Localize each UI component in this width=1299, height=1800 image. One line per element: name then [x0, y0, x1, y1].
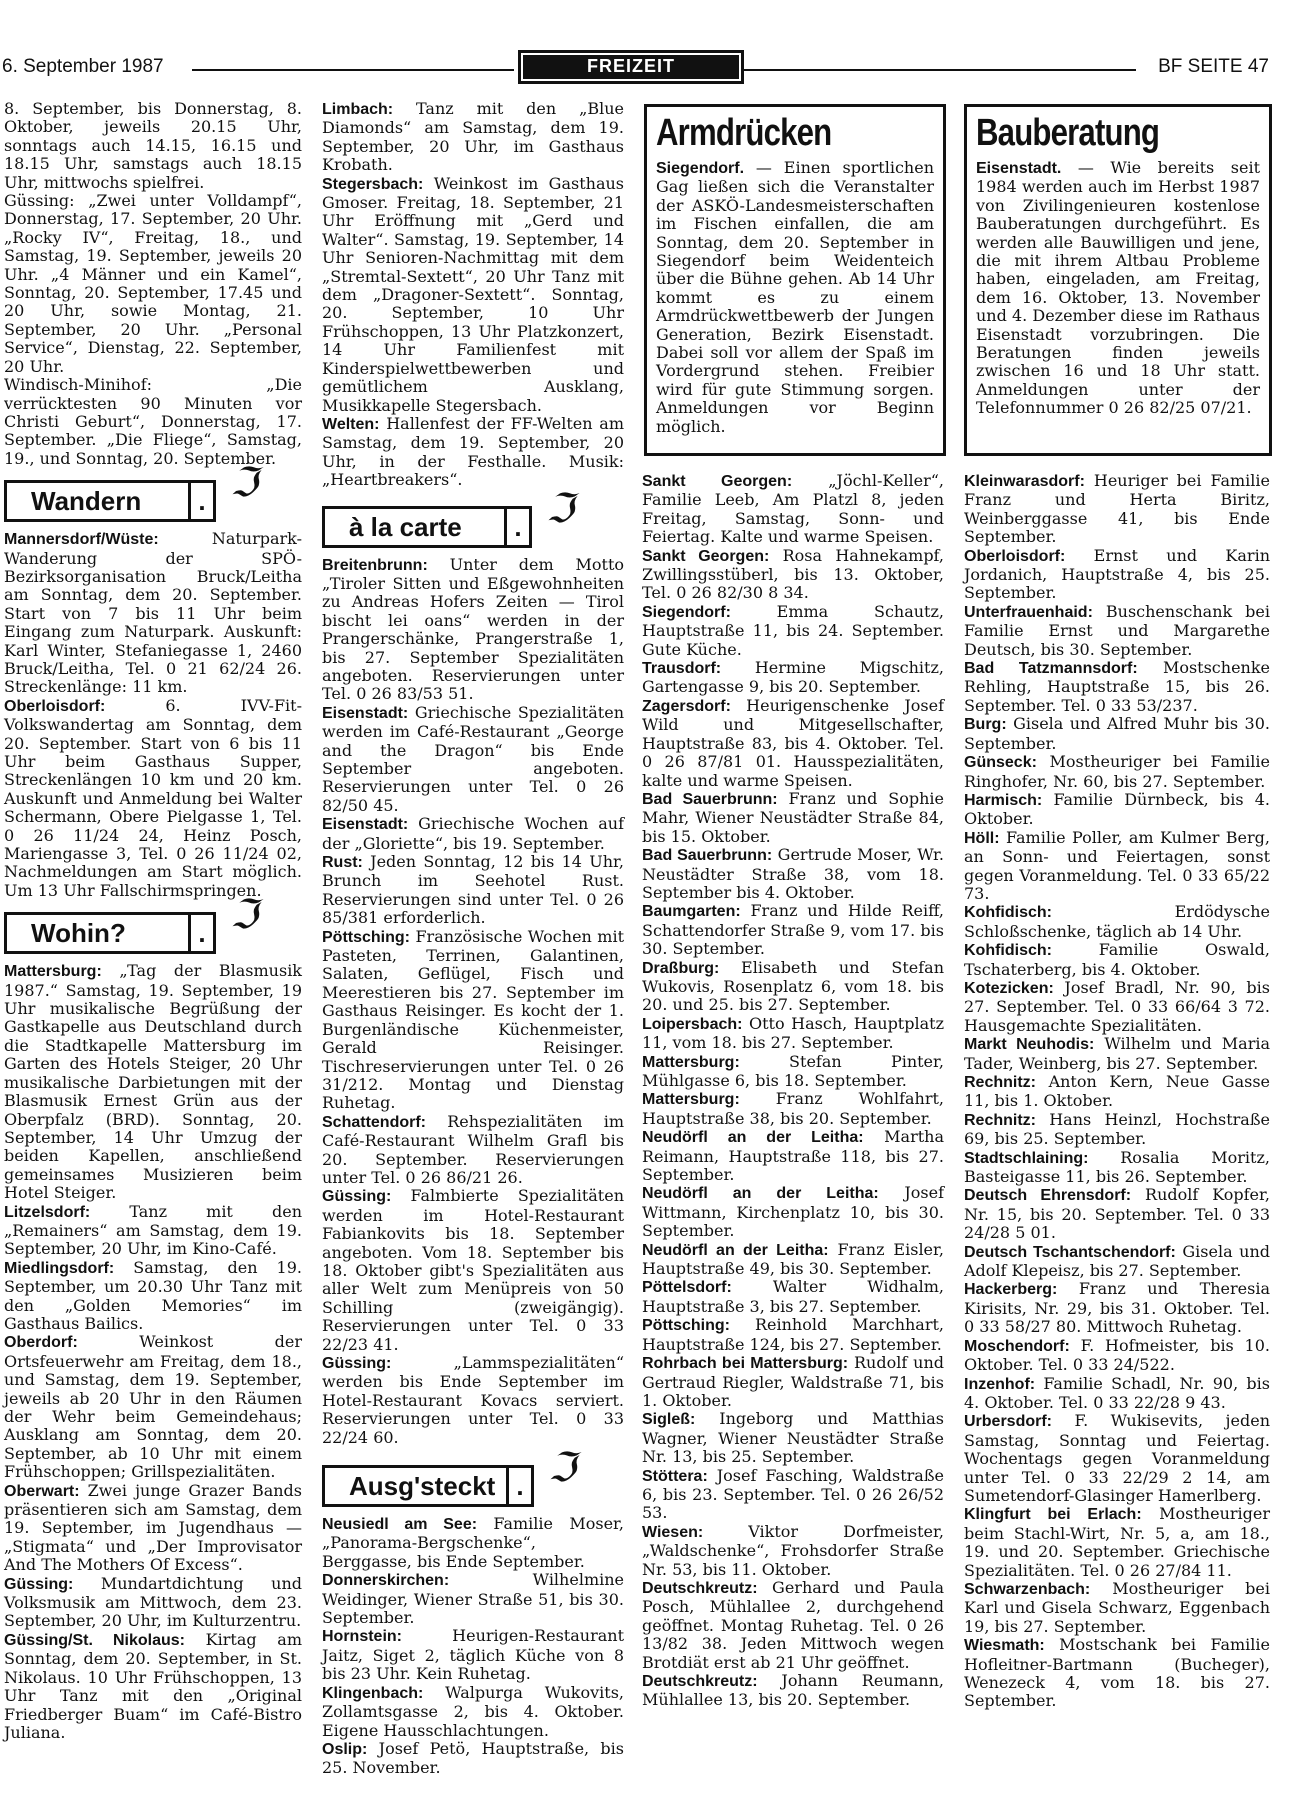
- listing-place: Pöttsching:: [642, 1317, 730, 1335]
- listing-paragraph: 8. September, bis Donnerstag, 8. Oktober, jeweils 20.15 Uhr, sonntags auch 14.15, 16.15 und 18.15 Uhr, samstags auch 18.15 Uhr, mittwochs spielfrei.: [4, 99, 302, 192]
- listing-place: Inzenhof:: [964, 1375, 1036, 1393]
- listing-text: Hermine Migschitz, Gartengasse 9, bis 20. September.: [642, 658, 944, 697]
- listing-place: Urbersdorf:: [964, 1413, 1053, 1431]
- listing-entry: [322, 853, 624, 928]
- listing-text: Gertrude Moser, Wr. Neustädter Straße 38, vom 18. September bis 4. Oktober.: [642, 845, 944, 902]
- listing-place: Oberdorf:: [4, 1334, 78, 1352]
- header-rule-left: [192, 69, 514, 71]
- listing-text: Mostheuriger bei Familie Ringhofer, Nr. 60, bis 27. September.: [964, 752, 1270, 791]
- listing-text: Familie Oswald, Tschaterberg, bis 4. Oktober.: [964, 940, 1270, 979]
- listing-place: Kohfidisch:: [964, 904, 1052, 922]
- listing-place: Sankt Georgen:: [642, 473, 793, 490]
- listing-entry: [322, 415, 624, 490]
- listing-text: Josef Wittmann, Kirchenplatz 10, bis 30. September.: [642, 1183, 945, 1241]
- listing-entry: [964, 547, 1270, 603]
- listing-entry: [642, 472, 944, 547]
- listing-text: Gisela und Alfred Muhr bis 30. September.: [964, 714, 1270, 753]
- listing-text: Familie Moser, „Panorama-Bergschenke“, Berggasse, bis Ende September.: [322, 1514, 625, 1571]
- listing-place: Mattersburg:: [642, 1091, 740, 1109]
- listing-text: Griechische Spezialitäten werden im Café-Restaurant „George and the Dragon“ bis Ende September angeboten. Reservierungen unter Tel. 0 26 82/50 45.: [322, 702, 624, 815]
- listing-place: Güssing:: [322, 1188, 392, 1206]
- listing-text: Zwei junge Grazer Bands präsentieren sich am Samstag, dem 19. September, im Jugendhaus — „Stigmata“ und „Der Improvisator And The Mothers Of Excess“.: [4, 1480, 302, 1575]
- listing-entry: [4, 1482, 302, 1575]
- article-armdruecken: [644, 104, 946, 456]
- article-armdruecken-title: Armdrücken: [656, 112, 832, 154]
- listing-place: Pöttsching:: [322, 928, 410, 946]
- rubric-dot-icon: .: [188, 912, 216, 954]
- listing-entry: [4, 530, 302, 697]
- listing-text: Gisela und Adolf Klepeisz, bis 27. September.: [964, 1241, 1270, 1281]
- listing-entry: [642, 1278, 944, 1316]
- listing-entry: [642, 1316, 944, 1354]
- listing-text: Johann Reumann, Mühlallee 13, bis 20. September.: [642, 1671, 944, 1710]
- listing-place: Günseck:: [964, 754, 1037, 772]
- listing-entry: [4, 1333, 302, 1481]
- listing-entry: [964, 829, 1270, 904]
- listing-place: Rust:: [322, 854, 363, 872]
- listing-entry: [642, 1090, 944, 1128]
- listing-text: Rudolf Kopfer, Nr. 15, bis 20. September. Tel. 0 33 24/28 5 01.: [964, 1185, 1270, 1243]
- listing-place: Eisenstadt:: [322, 816, 409, 834]
- pointer-glyph-icon: ℑ: [230, 460, 258, 507]
- listing-place: Güssing/St. Nikolaus:: [4, 1631, 185, 1649]
- listing-entry: [642, 1015, 944, 1053]
- article-text: — Wie bereits seit 1984 werden auch im Herbst 1987 von Zivilingenieuren kostenlose Bauberatungen durchgeführt. Es werden alle Bauwilligen und jene, die mit ihrem Altbau Probleme haben, eingeladen, am Freitag, dem 16. Oktober, 13. November und 4. Dezember diese im Rathaus Eisenstadt vorzubringen. Die Beratungen finden jeweils zwischen 16 und 18 Uhr statt. Anmeldungen unter der Telefonnummer 0 26 82/25 07/21.: [976, 158, 1260, 418]
- listing-place: Höll:: [964, 829, 1000, 847]
- listing-place: Bad Tatzmannsdorf:: [964, 660, 1138, 678]
- listing-place: Welten:: [322, 415, 380, 433]
- listing-entry: [964, 1375, 1270, 1413]
- listing-text: Französische Wochen mit Pasteten, Terrinen, Galantinen, Salaten, Geflügel, Fisch und Meerestieren bis 27. September im Gasthaus Reisinger. Es kocht der 1. Burgenländische Küchenmeister, Gerald Reisinger. Tischreservierungen unter Tel. 0 26 31/212. Montag und Dienstag Ruhetag.: [322, 926, 624, 1113]
- listing-entry: [4, 1575, 302, 1631]
- listing-place: Deutsch Tschantschendorf:: [964, 1243, 1176, 1261]
- listing-place: Güssing:: [4, 1575, 74, 1593]
- page-number: BF SEITE 47: [1158, 56, 1269, 77]
- listing-text: Griechische Wochen auf der „Gloriette“, bis 19. September.: [322, 814, 624, 853]
- listing-entry: [964, 1505, 1270, 1580]
- listing-place: Trausdorf:: [642, 660, 722, 678]
- header-rule-right: [744, 69, 1136, 71]
- listing-place: Rohrbach bei Mattersburg:: [642, 1355, 849, 1373]
- listing-text: Kirtag am Sonntag, dem 20. September, in St. Nikolaus. 10 Uhr Frühschoppen, 13 Uhr Tanz mit den „Original Friedberger Buam“ im Café-Bistro Juliana.: [4, 1629, 302, 1742]
- listing-text: Tanz mit den „Remainers“ am Samstag, dem 19. September, 20 Uhr, im Kino-Café.: [4, 1201, 302, 1259]
- listing-text: Heuriger bei Familie Franz und Herta Biritz, Weinberggasse 41, bis Ende September.: [964, 471, 1270, 547]
- listing-place: Stadtschlaining:: [964, 1149, 1089, 1167]
- article-bauberatung: [964, 104, 1272, 456]
- listing-text: Hallenfest der FF-Welten am Samstag, dem 19. September, 20 Uhr, in der Festhalle. Musik: „Heartbreakers“.: [322, 413, 624, 490]
- listing-entry: [964, 1243, 1270, 1281]
- listing-place: Sankt Georgen:: [642, 547, 770, 565]
- listing-place: Burg:: [964, 716, 1007, 734]
- listing-entry: [642, 846, 944, 902]
- listing-place: Zagersdorf:: [642, 697, 731, 715]
- listing-text: Falmbierte Spezialitäten werden im Hotel-Restaurant Fabiankovits bis 18. September angeboten. Vom 18. September bis 18. Oktober gibt's Spezialitäten aus aller Welt zum Menüpreis von 50 Schilling (zweigängig). Reservierungen unter Tel. 0 33 22/23 41.: [322, 1186, 624, 1354]
- listing-entry: [642, 1523, 944, 1579]
- listing-entry: [642, 1467, 944, 1523]
- listing-place: Markt Neuhodis:: [964, 1036, 1095, 1054]
- column-4: [964, 472, 1270, 1711]
- listing-text: Familie Poller, am Kulmer Berg, an Sonn- und Feiertagen, sonst gegen Voranmeldung. Tel. 0 33 65/22 73.: [964, 827, 1270, 903]
- listing-text: Heurigen-Restaurant Jaitz, Siget 2, täglich Küche von 8 bis 23 Uhr. Kein Ruhetag.: [322, 1626, 624, 1684]
- listing-entry: [964, 472, 1270, 547]
- listing-place: Breitenbrunn:: [322, 556, 428, 574]
- listing-text: Rosa Hahnekampf, Zwillingsstüberl, bis 13. Oktober, Tel. 0 26 82/30 8 34.: [642, 545, 944, 603]
- listing-text: Weinkost im Gasthaus Gmoser. Freitag, 18. September, 21 Uhr Eröffnung mit „Gerd und Walter“. Samstag, 19. September, 14 Uhr Senioren-Nachmittag mit dem „Stremtal-Sextett“, 20 Uhr Tanz mit dem „Dragoner-Sextett“. Sonntag, 20. September, 10 Uhr Frühschoppen, 13 Uhr Platzkonzert, 14 Uhr Familienfest mit Kinderspielwettbewerben und gemütlichem Ausklang, Musikkapelle Stegersbach.: [322, 173, 624, 415]
- listing-entry: [642, 697, 944, 790]
- listing-entry: [964, 1035, 1270, 1073]
- rubric-ausgsteckt: [322, 1445, 624, 1505]
- pointer-glyph-icon: ℑ: [546, 485, 574, 532]
- listing-text: Franz und Hilde Reiff, Schattendorfer Straße 9, vom 17. bis 30. September.: [642, 901, 944, 959]
- listing-text: Walpurga Wukovits, Zollamtsgasse 2, bis 4. Oktober. Eigene Hausschlachtungen.: [322, 1682, 624, 1740]
- listing-entry: [322, 1740, 624, 1778]
- listing-text: Josef Bradl, Nr. 90, bis 27. September. Tel. 0 33 66/64 3 72. Hausgemachte Spezialitäten.: [964, 977, 1270, 1035]
- rubric-a-la-carte-title: à la carte: [322, 506, 507, 548]
- column-1: [4, 100, 302, 1742]
- listing-place: Draßburg:: [642, 959, 720, 977]
- listing-place: Miedlingsdorf:: [4, 1259, 115, 1277]
- section-title: FREIZEIT: [518, 50, 744, 84]
- listing-text: 6. IVV-Fit-Volkswandertag am Sonntag, dem 20. September. Start von 6 bis 11 Uhr beim Gasthaus Supper, Streckenlängen 10 km und 20 km. Auskunft und Anmeldung bei Walter Schermann, Obere Pielgasse 1, Tel. 0 26 11/24 24, Heinz Posch, Mariengasse 3, Tel. 0 26 11/24 02, Nachmeldungen am Start möglich. Um 13 Uhr Fallschirmspringen.: [4, 695, 302, 900]
- listing-place: Bad Sauerbrunn:: [642, 847, 773, 865]
- rubric-wandern-title: Wandern: [4, 480, 191, 522]
- listing-place: Rechnitz:: [964, 1074, 1036, 1091]
- listing-place: Hackerberg:: [964, 1281, 1058, 1299]
- listing-text: Franz und Theresia Kirisits, Nr. 29, bis 31. Oktober. Tel. 0 33 58/27 80. Mittwoch Ruhetag.: [964, 1279, 1270, 1337]
- listing-text: Familie Dürnbeck, bis 4. Oktober.: [964, 789, 1270, 829]
- listing-entry: [322, 1515, 624, 1571]
- listing-place: Unterfrauenhaid:: [964, 603, 1093, 621]
- rubric-ausgsteckt-title: Ausg'steckt: [322, 1465, 509, 1507]
- listing-entry: [964, 1280, 1270, 1336]
- listing-text: Jeden Sonntag, 12 bis 14 Uhr, Brunch im Seehotel Rust. Reservierungen sind unter Tel. 0 26 85/381 erforderlich.: [322, 852, 624, 928]
- listing-place: Klingenbach:: [322, 1684, 424, 1702]
- listing-place: Baumgarten:: [642, 903, 741, 921]
- listing-entry: [964, 1149, 1270, 1187]
- listing-place: Stegersbach:: [322, 175, 424, 193]
- listing-entry: [322, 1627, 624, 1683]
- listing-text: Erdödysche Schloßschenke, täglich ab 14 Uhr.: [964, 902, 1270, 941]
- listing-text: Ernst und Karin Jordanich, Hauptstraße 4, bis 25. September.: [964, 545, 1270, 603]
- listing-place: Oberloisdorf:: [4, 697, 106, 715]
- listing-place: Sigleß:: [642, 1411, 696, 1429]
- listing-text: Weinkost der Ortsfeuerwehr am Freitag, dem 18., und Samstag, dem 19. September, jeweils ab 20 Uhr in den Räumen der Wehr beim Gemeindehaus; Ausklang am Sonntag, dem 20. September, ab 10 Uhr mit einem Frühschoppen; Grillspezialitäten.: [4, 1332, 302, 1482]
- listing-text: Naturpark-Wanderung der SPÖ-Bezirksorganisation Bruck/Leitha am Sonntag, dem 20. September. Start von 7 bis 11 Uhr beim Eingang zum Naturpark. Auskunft: Karl Winter, Stefaniegasse 1, 2460 Bruck/Leitha, Tel. 0 21 62/24 26. Streckenlänge: 11 km.: [4, 529, 302, 697]
- listing-text: „Lammspezialitäten“ werden bis Ende September im Hotel-Restaurant Kovacs serviert. Reservierungen unter Tel. 0 33 22/24 60.: [322, 1353, 624, 1447]
- listing-place: Moschendorf:: [964, 1337, 1070, 1355]
- listing-place: Rechnitz:: [964, 1111, 1036, 1129]
- listing-text: Stefan Pinter, Mühlgasse 6, bis 18. September.: [642, 1051, 944, 1090]
- page-header: [0, 50, 1299, 84]
- listing-text: Rehspezialitäten im Café-Restaurant Wilhelm Grafl bis 20. September. Reservierungen unter Tel. 0 26 86/21 26.: [322, 1111, 624, 1187]
- listing-entry: [964, 941, 1270, 979]
- article-armdruecken-body: [656, 159, 934, 436]
- listing-text: Gerhard und Paula Posch, Mühlallee 2, durchgehend geöffnet. Montag Ruhetag. Tel. 0 26 13/82 38. Jeden Mittwoch wegen Brotdiät erst ab 21 Uhr geöffnet.: [642, 1577, 944, 1672]
- listing-entry: [964, 715, 1270, 753]
- listing-place: Wiesen:: [642, 1523, 704, 1541]
- listing-text: Josef Petö, Hauptstraße, bis 25. November.: [322, 1738, 624, 1778]
- listing-entry: [642, 790, 944, 846]
- listing-entry: [642, 1672, 944, 1710]
- listing-place: Mannersdorf/Wüste:: [4, 531, 159, 549]
- listing-text: „Jöchl-Keller“, Familie Leeb, Am Platzl 8, jeden Freitag, Samstag, Sonn- und Feiertag. Kalte und warme Speisen.: [642, 471, 944, 547]
- listing-text: Samstag, den 19. September, um 20.30 Uhr Tanz mit den „Golden Memories“ im Gasthaus Bailics.: [4, 1257, 302, 1333]
- listing-place: Neudörfl an der Leitha:: [642, 1129, 864, 1147]
- listing-entry: [4, 1203, 302, 1259]
- listing-place: Schwarzenbach:: [964, 1580, 1091, 1598]
- listing-text: Mostheuriger beim Stachl-Wirt, Nr. 5, a, am 18., 19. und 20. September. Griechische Spezialitäten. Tel. 0 26 27/84 11.: [964, 1504, 1270, 1580]
- listing-entry: [322, 100, 624, 175]
- listing-entry: [642, 1410, 944, 1466]
- listing-place: Schattendorf:: [322, 1113, 426, 1131]
- article-place: Eisenstadt.: [976, 160, 1062, 177]
- listing-text: Unter dem Motto „Tiroler Sitten und Eßgewohnheiten zu Andreas Hofers Zeiten — Tirol bischt lei oans“ werden in der Prangerschänke, Prangerstraße 1, bis 27. September Spezialitäten angeboten. Reservierungen unter Tel. 0 26 83/53 51.: [322, 554, 624, 704]
- listing-text: Ingeborg und Matthias Wagner, Wiener Neustädter Straße Nr. 13, bis 25. September.: [642, 1409, 944, 1467]
- listing-entry: [4, 962, 302, 1202]
- listing-text: Rudolf und Gertraud Riegler, Waldstraße 71, bis 1. Oktober.: [642, 1353, 944, 1410]
- listing-entry: [964, 791, 1270, 829]
- pointer-glyph-icon: ℑ: [548, 1445, 576, 1492]
- listing-text: Familie Schadl, Nr. 90, bis 4. Oktober. Tel. 0 33 22/28 9 43.: [964, 1373, 1270, 1412]
- listing-entry: [642, 659, 944, 697]
- rubric-wohin: [4, 892, 302, 952]
- listing-entry: [642, 1128, 944, 1184]
- rubric-dot-icon: .: [504, 506, 532, 548]
- pointer-glyph-icon: ℑ: [230, 892, 258, 939]
- rubric-dot-icon: .: [506, 1465, 534, 1507]
- listing-entry: [322, 704, 624, 815]
- listing-entry: [642, 1354, 944, 1410]
- listing-entry: [322, 928, 624, 1113]
- listing-entry: [642, 1241, 944, 1279]
- article-text: — Einen sportlichen Gag ließen sich die Veranstalter der ASKÖ-Landesmeisterschaften im Fischen einfallen, die am Sonntag, dem 20. September in Siegendorf beim Weidenteich über die Bühne gehen. Ab 14 Uhr kommt es zu einem Armdrückwettbewerb der Jungen Generation, Bezirk Eisenstadt. Dabei soll vor allem der Spaß im Vordergrund stehen. Freibier wird für gute Stimmung sorgen. Anmeldungen vor Beginn möglich.: [656, 158, 934, 436]
- listing-text: Franz und Sophie Mahr, Wiener Neustädter Straße 84, bis 15. Oktober.: [642, 788, 944, 846]
- listing-place: Güssing:: [322, 1355, 392, 1372]
- listing-place: Stöttera:: [642, 1467, 708, 1485]
- listing-place: Siegendorf:: [642, 603, 731, 621]
- listing-place: Kleinwarasdorf:: [964, 473, 1085, 490]
- column-3: [642, 472, 944, 1710]
- listing-paragraph: Windisch-Minihof: „Die verrücktesten 90 Minuten vor Christi Geburt“, Donnerstag, 17. September. „Die Fliege“, Samstag, 19., und Sonntag, 20. September.: [4, 375, 302, 468]
- listing-entry: [642, 603, 944, 659]
- listing-entry: [964, 1580, 1270, 1636]
- listing-text: Franz Wohlfahrt, Hauptstraße 38, bis 20. September.: [642, 1089, 944, 1128]
- listing-place: Loipersbach:: [642, 1015, 743, 1033]
- listing-entry: [964, 1073, 1270, 1111]
- listing-entry: [642, 959, 944, 1015]
- listing-place: Oberwart:: [4, 1482, 80, 1500]
- listing-place: Limbach:: [322, 101, 394, 118]
- listing-text: Martha Reimann, Hauptstraße 118, bis 27. September.: [642, 1127, 944, 1185]
- listing-place: Bad Sauerbrunn:: [642, 790, 778, 808]
- listing-entry: [642, 547, 944, 603]
- listing-place: Harmisch:: [964, 791, 1043, 809]
- listing-place: Oberloisdorf:: [964, 547, 1066, 565]
- listing-text: F. Wukisevits, jeden Samstag, Sonntag und Feiertag. Wochentags gegen Voranmeldung unter Tel. 0 33 22/29 2 14, am Sumetendorf-Glasinger Hamerlberg.: [964, 1411, 1270, 1505]
- listing-entry: [322, 1113, 624, 1188]
- listing-entry: [964, 1186, 1270, 1242]
- listing-place: Hornstein:: [322, 1628, 402, 1646]
- listing-text: „Tag der Blasmusik 1987.“ Samstag, 19. September, 19 Uhr musikalische Begrüßung der Gastkapelle aus Deutschland durch die Stadtkapelle Mattersburg im Garten des Hotels Steiger, 20 Uhr musikalische Darbietungen mit der Blasmusik Ernest Grün aus der Oberpfalz (BRD). Sonntag, 20. September, 14 Uhr Umzug der beiden Kapellen, anschließend gemeinsames Musizieren beim Hotel Steiger.: [4, 961, 302, 1203]
- listing-entry: [4, 1631, 302, 1742]
- listing-place: Mattersburg:: [4, 963, 102, 981]
- listing-text: Anton Kern, Neue Gasse 11, bis 1. Oktober.: [964, 1072, 1270, 1111]
- listing-place: Eisenstadt:: [322, 704, 409, 722]
- listing-text: Rosalia Moritz, Basteigasse 11, bis 26. September.: [964, 1147, 1270, 1187]
- listing-entry: [964, 753, 1270, 791]
- listing-text: Mostschenke Rehling, Hauptstraße 15, bis 26. September. Tel. 0 33 53/237.: [964, 658, 1271, 715]
- listing-text: Emma Schautz, Hauptstraße 11, bis 24. September. Gute Küche.: [642, 601, 944, 659]
- listing-place: Litzelsdorf:: [4, 1203, 91, 1221]
- listing-entry: [4, 1259, 302, 1334]
- listing-text: Elisabeth und Stefan Wukovis, Rosenplatz 6, vom 18. bis 20. und 25. bis 27. September.: [642, 957, 944, 1015]
- listing-text: Wilhelm und Maria Tader, Weinberg, bis 27. September.: [964, 1034, 1271, 1073]
- listing-entry: [322, 175, 624, 415]
- rubric-wandern: [4, 460, 302, 520]
- listing-text: Heurigenschenke Josef Wild und Mitgesellschafter, Hauptstraße 83, bis 4. Oktober. Tel. 0 26 87/81 01. Hausspezialitäten, kalte und warme Speisen.: [642, 695, 944, 790]
- listing-place: Neusiedl am See:: [322, 1516, 478, 1534]
- article-bauberatung-body: [976, 159, 1260, 418]
- listing-entry: [642, 1184, 944, 1240]
- listing-text: Franz Eisler, Hauptstraße 49, bis 30. September.: [642, 1239, 945, 1279]
- listing-text: Hans Heinzl, Hochstraße 69, bis 25. September.: [964, 1109, 1270, 1149]
- listing-entry: [642, 1579, 944, 1672]
- listing-place: Wiesmath:: [964, 1637, 1045, 1655]
- listing-entry: [322, 1684, 624, 1740]
- listing-entry: [964, 979, 1270, 1035]
- article-bauberatung-title: Bauberatung: [976, 112, 1160, 154]
- listing-entry: [322, 815, 624, 853]
- listing-place: Deutsch Ehrensdorf:: [964, 1187, 1132, 1205]
- listing-text: Mostschank bei Familie Hofleitner-Bartmann (Bucheger), Wenezeck 4, vom 18. bis 27. September.: [964, 1635, 1270, 1711]
- listing-text: F. Hofmeister, bis 10. Oktober. Tel. 0 33 24/522.: [964, 1335, 1270, 1375]
- listing-entry: [322, 1571, 624, 1627]
- rubric-a-la-carte: [322, 485, 624, 546]
- listing-text: Walter Widhalm, Hauptstraße 3, bis 27. September.: [642, 1277, 944, 1316]
- listing-entry: [642, 902, 944, 958]
- listing-place: Kohfidisch:: [964, 942, 1052, 960]
- listing-place: Deutschkreutz:: [642, 1579, 758, 1597]
- listing-entry: [322, 556, 624, 704]
- issue-date: 6. September 1987: [2, 56, 164, 77]
- listing-entry: [964, 659, 1270, 715]
- listing-text: Wilhelmine Weidinger, Wiener Straße 51, bis 30. September.: [322, 1570, 624, 1628]
- listing-place: Oslip:: [322, 1740, 368, 1758]
- listing-place: Neudörfl an der Leitha:: [642, 1241, 829, 1259]
- listing-text: Otto Hasch, Hauptplatz 11, vom 18. bis 27. September.: [642, 1013, 944, 1053]
- article-place: Siegendorf.: [656, 160, 745, 177]
- listing-place: Kotezicken:: [964, 979, 1054, 997]
- listing-entry: [642, 1053, 944, 1091]
- column-2: [322, 100, 624, 1778]
- listing-entry: [322, 1354, 624, 1447]
- listing-entry: [964, 603, 1270, 659]
- listing-entry: [322, 1187, 624, 1354]
- listing-entry: [964, 1111, 1270, 1149]
- listing-entry: [964, 1636, 1270, 1711]
- listing-place: Neudörfl an der Leitha:: [642, 1185, 879, 1203]
- rubric-dot-icon: .: [188, 480, 216, 522]
- listing-entry: [964, 1412, 1270, 1505]
- listing-place: Deutschkreutz:: [642, 1673, 758, 1690]
- listing-text: Tanz mit den „Blue Diamonds“ am Samstag, dem 19. September, 20 Uhr, im Gasthaus Krobath.: [322, 99, 624, 175]
- listing-text: Reinhold Marchhart, Hauptstraße 124, bis 27. September.: [642, 1315, 944, 1354]
- listing-text: Mundartdichtung und Volksmusik am Mittwoch, dem 23. September, 20 Uhr, im Kulturzentru.: [4, 1573, 302, 1631]
- listing-text: Buschenschank bei Familie Ernst und Margarethe Deutsch, bis 30. September.: [964, 601, 1270, 659]
- listing-place: Mattersburg:: [642, 1053, 740, 1071]
- listing-text: Mostheuriger bei Karl und Gisela Schwarz, Eggenbach 19, bis 27. September.: [964, 1578, 1270, 1636]
- listing-entry: [4, 697, 302, 900]
- listing-paragraph: Güssing: „Zwei unter Volldampf“, Donnerstag, 17. September, 20 Uhr. „Rocky IV“, Freitag, 18., und Samstag, 19. September, jeweils 20 Uhr. „4 Männer und ein Kamel“, Sonntag, 20. September, 17.45 und 20 Uhr, sowie Montag, 21. September, 20 Uhr. „Personal Service“, Dienstag, 22. September, 20 Uhr.: [4, 191, 302, 376]
- listing-entry: [964, 1337, 1270, 1375]
- listing-place: Klingfurt bei Erlach:: [964, 1506, 1142, 1524]
- rubric-wohin-title: Wohin?: [4, 912, 191, 954]
- listing-place: Donnerskirchen:: [322, 1572, 450, 1590]
- listing-text: Viktor Dorfmeister, „Waldschenke“, Frohsdorfer Straße Nr. 53, bis 11. Oktober.: [642, 1521, 944, 1579]
- listing-place: Pöttelsdorf:: [642, 1279, 732, 1297]
- listing-entry: [964, 903, 1270, 941]
- listing-text: Josef Fasching, Waldstraße 6, bis 23. September. Tel. 0 26 26/52 53.: [642, 1465, 944, 1523]
